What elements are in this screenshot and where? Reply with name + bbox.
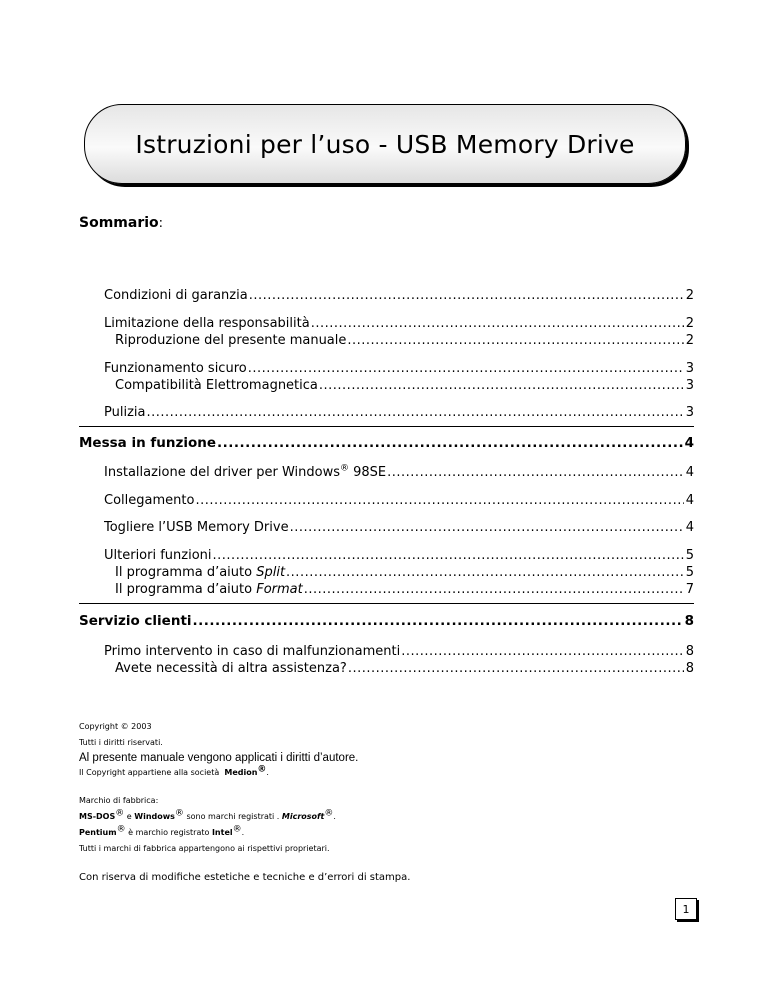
toc-leader [286,564,684,582]
section-divider [79,603,694,604]
toc-leader [401,643,684,661]
toc-page: 5 [685,548,694,563]
toc-label: Servizio clienti [79,613,192,629]
toc-entry-limitazione[interactable] [104,315,694,333]
toc-page: 2 [685,316,694,331]
toc-entry-garanzia[interactable] [104,287,694,305]
toc-leader [311,315,684,333]
toc-leader [290,519,684,537]
summary-heading-text: Sommario [79,215,159,231]
document-title: Istruzioni per l’uso - USB Memory Drive [135,129,635,159]
disclaimer-line: Con riserva di modifiche estetiche e tecniche e d’errori di stampa. [79,872,411,883]
toc-entry-servizio-clienti[interactable] [79,612,694,630]
toc-page: 2 [685,333,694,348]
toc-entry-assistenza[interactable] [115,660,694,678]
toc-label: Messa in funzione [79,435,217,451]
toc-entry-togliere[interactable] [104,519,694,537]
toc-leader [347,332,683,350]
toc-page: 8 [685,644,694,659]
toc-page: 4 [685,520,694,535]
toc-entry-installazione[interactable] [104,464,694,482]
copyright-notice: Al presente manuale vengono applicati i diritti d’autore. [79,752,359,764]
toc-label: Ulteriori funzioni [104,548,212,563]
toc-label: Funzionamento sicuro [104,361,247,376]
toc-entry-messa-in-funzione[interactable] [79,434,694,452]
toc-leader [348,660,684,678]
toc-entry-primo-intervento[interactable] [104,643,694,661]
toc-label: Togliere l’USB Memory Drive [104,520,289,535]
toc-entry-compatibilita[interactable] [115,377,694,395]
toc-leader [193,612,683,630]
toc-entry-pulizia[interactable] [104,404,694,422]
toc-leader [195,492,683,510]
trademark-msdos-windows: MS-DOS® e Windows® sono marchi registrati . Microsoft®. [79,808,336,821]
toc-page: 8 [684,613,694,629]
trademark-pentium: Pentium® è marchio registrato Intel®. [79,824,245,837]
toc-label: Avete necessità di altra assistenza? [115,661,347,676]
toc-page: 8 [685,661,694,676]
toc-label: Compatibilità Elettromagnetica [115,378,318,393]
section-divider [79,426,694,427]
toc-label: Collegamento [104,493,195,508]
toc-label: Condizioni di garanzia [104,288,248,303]
toc-leader [248,360,684,378]
toc-label: Installazione del driver per Windows® 98SE [104,464,387,480]
toc-page: 4 [685,465,694,480]
toc-page: 4 [684,435,694,451]
toc-leader [304,581,684,599]
toc-leader [387,464,684,482]
toc-label: Primo intervento in caso di malfunzionamenti [104,644,401,659]
toc-leader [319,377,684,395]
toc-page: 3 [685,361,694,376]
toc-page: 3 [685,405,694,420]
toc-entry-funzionamento[interactable] [104,360,694,378]
toc-leader [217,434,683,452]
summary-heading-colon: : [158,216,164,231]
toc-label: Limitazione della responsabilità [104,316,310,331]
copyright-owner: Il Copyright appartiene alla società Medion®. [79,764,269,777]
toc-entry-format[interactable] [115,581,694,599]
toc-label: Il programma d’aiuto Format [115,582,303,597]
toc-entry-ulteriori[interactable] [104,547,694,565]
toc-label: Pulizia [104,405,146,420]
trademark-heading: Marchio di fabbrica: [79,796,159,805]
document-title-banner [84,104,686,184]
toc-leader [249,287,684,305]
summary-heading [79,215,163,231]
toc-leader [146,404,683,422]
copyright-line: Copyright © 2003 [79,722,152,731]
toc-page: 2 [685,288,694,303]
trademark-all: Tutti i marchi di fabbrica appartengono ai rispettivi proprietari. [79,844,330,853]
toc-page: 5 [685,565,694,580]
toc-entry-riproduzione[interactable] [115,332,694,350]
toc-entry-collegamento[interactable] [104,492,694,510]
toc-page: 4 [685,493,694,508]
toc-label: Riproduzione del presente manuale [115,333,347,348]
toc-page: 7 [685,582,694,597]
toc-entry-split[interactable] [115,564,694,582]
page-number: 1 [675,898,697,920]
toc-label: Il programma d’aiuto Split [115,565,286,580]
toc-leader [213,547,684,565]
rights-line: Tutti i diritti riservati. [79,738,163,747]
toc-page: 3 [685,378,694,393]
